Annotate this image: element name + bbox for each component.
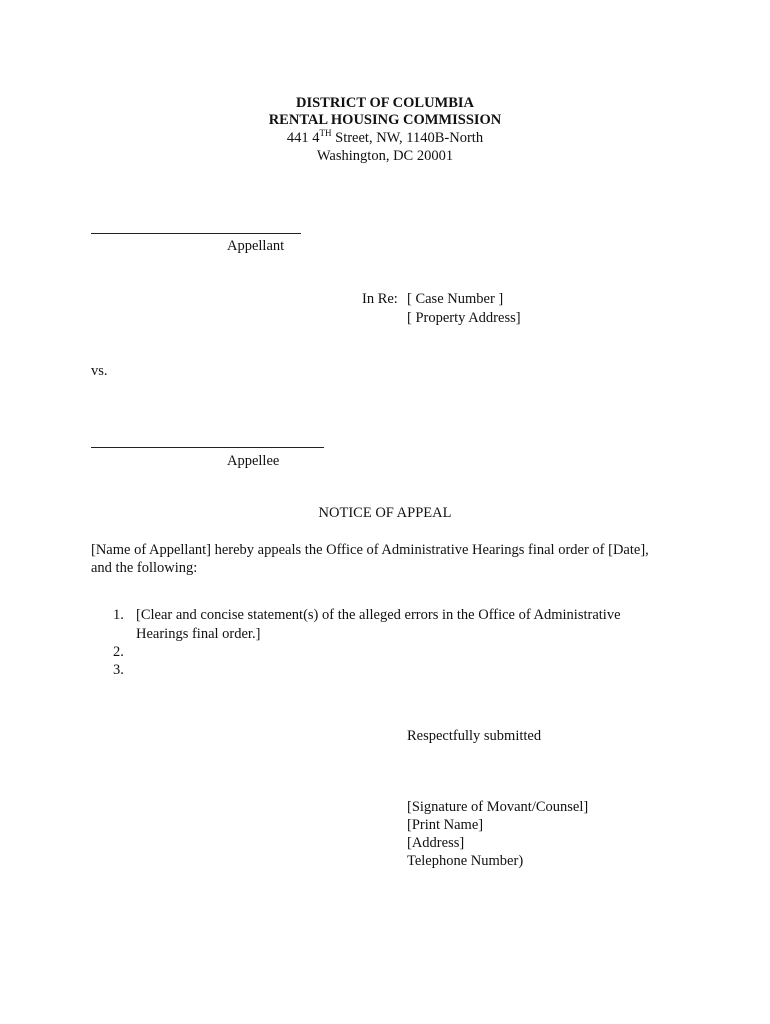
signature-placeholder: [Signature of Movant/Counsel] <box>407 799 589 815</box>
case-number-placeholder: [ Case Number ] <box>407 291 504 307</box>
notice-title: NOTICE OF APPEAL <box>318 505 452 521</box>
appellant-label: Appellant <box>227 238 285 254</box>
commission-address <box>0 129 770 147</box>
property-address-placeholder: [ Property Address] <box>407 310 521 326</box>
notice-body-line-2: and the following: <box>91 560 198 576</box>
address-suffix: Street, NW, 1140B-North <box>331 130 484 146</box>
list-item-number: 2. <box>113 644 124 660</box>
list-item-text: [Clear and concise statement(s) of the alleged errors in the Office of Administrative <box>136 607 621 623</box>
in-re-label: In Re: <box>362 291 398 307</box>
notice-body-line-1: [Name of Appellant] hereby appeals the Office of Administrative Hearings final order of [Date], <box>91 542 649 558</box>
commission-city: Washington, DC 20001 <box>316 148 454 164</box>
appellee-label: Appellee <box>227 453 280 469</box>
address-prefix: 441 4 <box>286 130 320 146</box>
court-name: DISTRICT OF COLUMBIA <box>295 95 475 111</box>
print-name-placeholder: [Print Name] <box>407 817 484 833</box>
list-item-number: 1. <box>113 607 124 623</box>
list-item-text-continued: Hearings final order.] <box>136 626 261 642</box>
versus-label: vs. <box>91 363 108 379</box>
commission-name: RENTAL HOUSING COMMISSION <box>268 112 502 128</box>
address-placeholder: [Address] <box>407 835 465 851</box>
closing-phrase: Respectfully submitted <box>407 728 542 744</box>
telephone-placeholder: Telephone Number) <box>407 853 524 869</box>
appellant-signature-line <box>91 233 301 234</box>
address-ordinal: TH <box>319 128 332 138</box>
list-item-number: 3. <box>113 662 124 678</box>
appellee-signature-line <box>91 447 324 448</box>
